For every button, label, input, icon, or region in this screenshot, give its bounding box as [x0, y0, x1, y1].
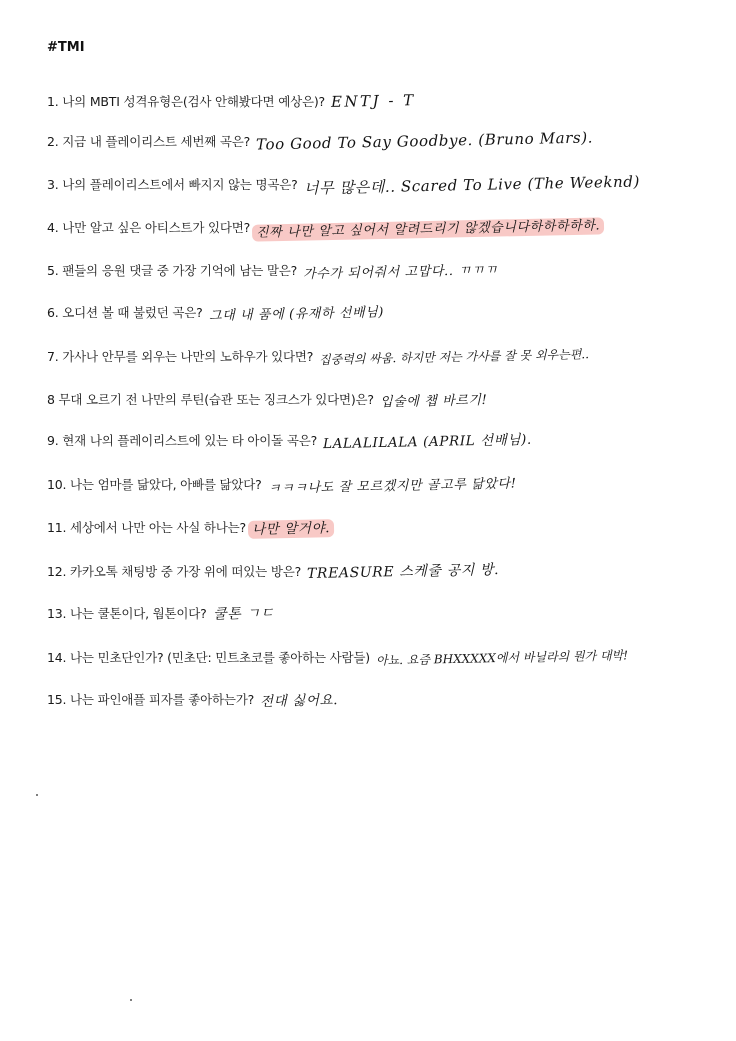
page-title: #TMI [47, 40, 85, 55]
qa-row-10 [47, 469, 516, 499]
answer-2: Too Good To Say Goodbye. (Bruno Mars). [255, 128, 594, 154]
qa-row-6 [47, 297, 384, 327]
qa-row-15 [47, 684, 338, 714]
question-13: 13. 나는 쿨톤이다, 웜톤이다? [47, 606, 207, 621]
question-14: 14. 나는 민초단인가? (민초단: 민트초코를 좋아하는 사람들) [47, 650, 370, 665]
qa-row-13 [47, 598, 274, 628]
answer-10: ㅋㅋㅋ나도 잘 모르겠지만 골고루 닮았다! [267, 475, 517, 497]
answer-1: ENTJ - T [330, 91, 416, 111]
scan-speck [130, 999, 132, 1001]
qa-row-2 [47, 126, 593, 156]
qa-row-12 [47, 556, 499, 586]
qa-row-7 [47, 341, 589, 371]
question-3: 3. 나의 플레이리스트에서 빠지지 않는 명곡은? [47, 177, 298, 192]
qa-row-8 [47, 384, 487, 414]
question-4: 4. 나만 알고 싶은 아티스트가 있다면? [47, 220, 251, 235]
question-6: 6. 오디션 볼 때 불렀던 곡은? [47, 305, 203, 320]
question-7: 7. 가사나 안무를 외우는 나만의 노하우가 있다면? [47, 349, 314, 364]
scan-speck [36, 794, 38, 796]
qa-row-5 [47, 255, 498, 285]
question-8: 8 무대 오르기 전 나만의 루틴(습관 또는 징크스가 있다면)은? [47, 392, 374, 407]
question-5: 5. 팬들의 응원 댓글 중 가장 기억에 남는 말은? [47, 263, 298, 278]
qa-row-3 [47, 169, 640, 199]
question-12: 12. 카카오톡 채팅방 중 가장 위에 떠있는 방은? [47, 564, 302, 579]
qa-row-11 [47, 512, 330, 542]
question-11: 11. 세상에서 나만 아는 사실 하나는? [47, 520, 246, 535]
qa-row-4 [47, 212, 600, 242]
answer-9: LALALILALA (APRIL 선배님). [322, 431, 532, 453]
answer-8: 입술에 챕 바르기! [379, 392, 488, 410]
answer-12: TREASURE 스케줄 공지 방. [306, 561, 500, 583]
question-2: 2. 지금 내 플레이리스트 세번째 곡은? [47, 134, 251, 149]
qa-row-14 [47, 642, 628, 672]
question-15: 15. 나는 파인애플 피자를 좋아하는가? [47, 692, 255, 707]
answer-4: 진짜 나만 알고 싶어서 알려드리기 않겠습니다하하하하하. [256, 214, 601, 240]
qa-row-1 [47, 86, 416, 116]
question-1: 1. 나의 MBTI 성격유형은(검사 안해봤다면 예상은)? [47, 94, 325, 109]
answer-11: 나만 알거야. [252, 516, 330, 538]
answer-15: 전대 싫어요. [259, 692, 339, 710]
answer-7: 집중력의 싸움. 하지만 저는 가사를 잘 못 외우는편.. [319, 346, 590, 367]
answer-13: 쿨톤 ㄱㄷ [212, 605, 275, 623]
answer-3: 너무 많은데.. Scared To Live (The Weeknd) [303, 171, 640, 198]
answer-14: 아뇨. 요즘 BHXXXXX에서 바닐라의 뭔가 대박! [375, 647, 629, 668]
answer-5: 가수가 되어줘서 고맙다.. ㄲㄲㄲ [302, 262, 498, 282]
qa-row-9 [47, 425, 532, 455]
question-9: 9. 현재 나의 플레이리스트에 있는 타 아이돌 곡은? [47, 433, 318, 448]
question-10: 10. 나는 엄마를 닮았다, 아빠를 닮았다? [47, 477, 262, 492]
answer-6: 그대 내 품에 (유재하 선배님) [208, 304, 384, 324]
